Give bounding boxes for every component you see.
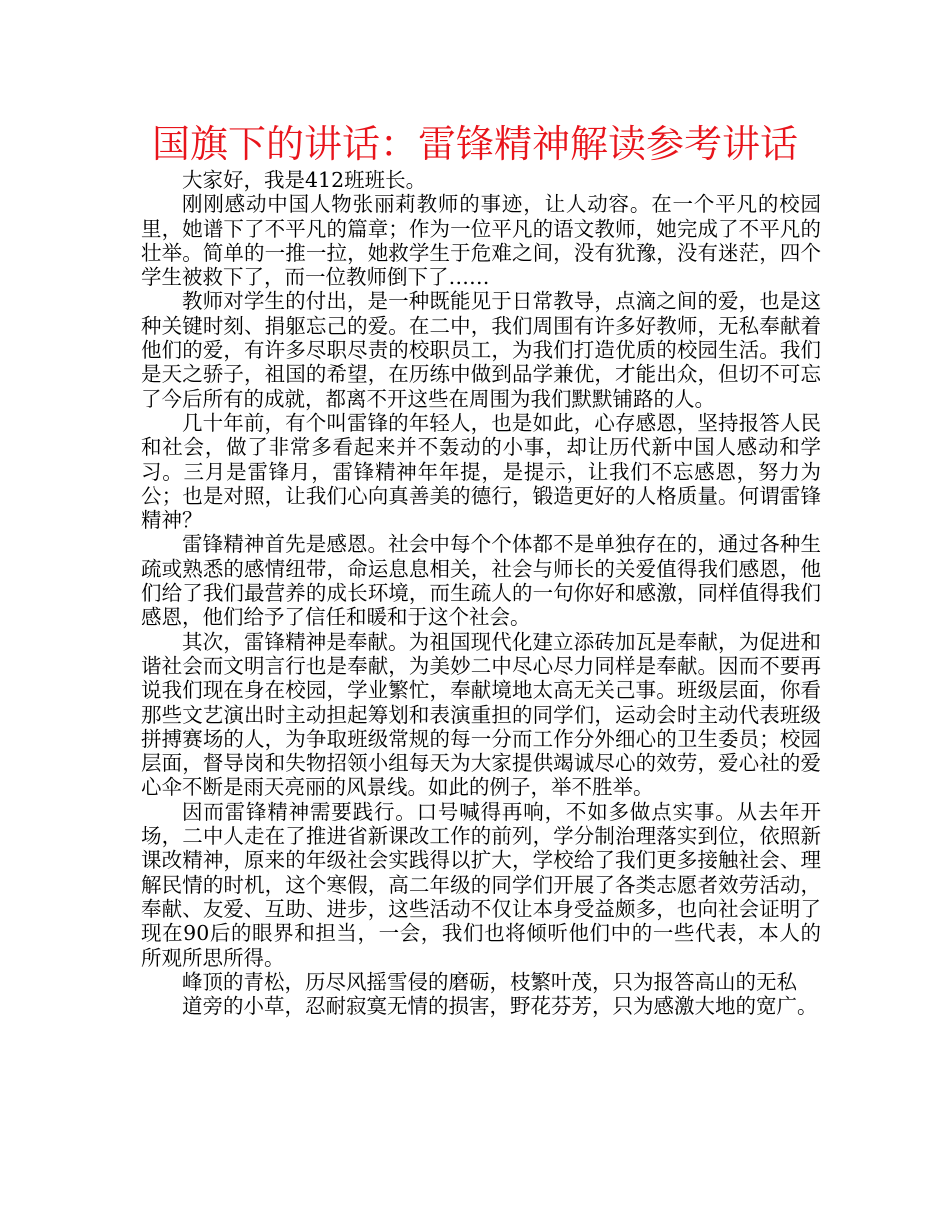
paragraph: 因而雷锋精神需要践行。口号喊得再响，不如多做点实事。从去年开场，二中人走在了推进省新课改工作的前列，学分制治理落实到位，依照新课改精神，原来的年级社会实践得以扩大，学校给了我们更多接触社会、理解民情的时机，这个寒假，高二年级的同学们开展了各类志愿者效劳活动，奉献、友爱、互助、进步，这些活动不仅让本身受益颇多，也向社会证明了现在90后的眼界和担当，一会，我们也将倾听他们中的一些代表，本人的所观所思所得。 [141, 799, 821, 970]
paragraph: 其次，雷锋精神是奉献。为祖国现代化建立添砖加瓦是奉献，为促进和谐社会而文明言行也是奉献，为美妙二中尽心尽力同样是奉献。因而不要再说我们现在身在校园，学业繁忙，奉献境地太高无关己事。班级层面，你看那些文艺演出时主动担起筹划和表演重担的同学们，运动会时主动代表班级拼搏赛场的人，为争取班级常规的每一分而工作分外细心的卫生委员；校园层面，督导岗和失物招领小组每天为大家提供竭诚尽心的效劳，爱心社的爱心伞不断是雨天亮丽的风景线。如此的例子，举不胜举。 [141, 629, 821, 800]
paragraph: 雷锋精神首先是感恩。社会中每个个体都不是单独存在的，通过各种生疏或熟悉的感情纽带，命运息息相关，社会与师长的关爱值得我们感恩，他们给了我们最营养的成长环境，而生疏人的一句你好和感激，同样值得我们感恩，他们给予了信任和暖和于这个社会。 [141, 532, 821, 630]
paragraph: 大家好，我是412班班长。 [182, 168, 427, 192]
paragraph: 教师对学生的付出，是一种既能见于日常教导，点滴之间的爱，也是这种关键时刻、捐躯忘己的爱。在二中，我们周围有许多好教师，无私奉献着他们的爱，有许多尽职尽责的校职员工，为我们打造优质的校园生活。我们是天之骄子，祖国的希望，在历练中做到品学兼优，才能出众，但切不可忘了今后所有的成就，都离不开这些在周围为我们默默铺路的人。 [141, 289, 821, 411]
document-body [141, 168, 821, 1018]
paragraph: 道旁的小草，忍耐寂寞无情的损害，野花芬芳，只为感激大地的宽广。 [182, 994, 818, 1019]
paragraph: 刚刚感动中国人物张丽莉教师的事迹，让人动容。在一个平凡的校园里，她谱下了不平凡的篇章；作为一位平凡的语文教师，她完成了不平凡的壮举。简单的一推一拉，她救学生于危难之间，没有犹豫，没有迷茫，四个学生被救下了，而一位教师倒下了…… [141, 192, 821, 290]
paragraph: 几十年前，有个叫雷锋的年轻人，也是如此，心存感恩，坚持报答人民和社会，做了非常多看起来并不轰动的小事，却让历代新中国人感动和学习。三月是雷锋月，雷锋精神年年提，是提示，让我们不忘感恩，努力为公；也是对照，让我们心向真善美的德行，锻造更好的人格质量。何谓雷锋精神？ [141, 410, 821, 533]
document-title: 国旗下的讲话：雷锋精神解读参考讲话 [151, 122, 798, 166]
paragraph: 峰顶的青松，历尽风摇雪侵的磨砺，枝繁叶茂，只为报答高山的无私 [182, 969, 797, 994]
